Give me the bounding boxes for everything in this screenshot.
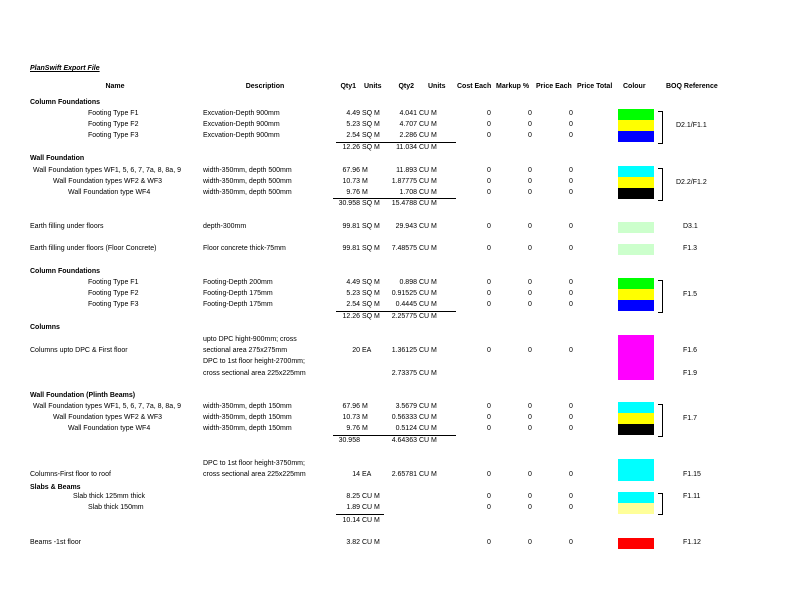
page-title: PlanSwift Export File [30, 65, 100, 72]
row-cost-each: 0 [487, 301, 491, 308]
row-qty1: 5.23 [346, 121, 360, 128]
row-qty2: 1.36125 [391, 347, 417, 354]
row-cost-each: 0 [487, 189, 491, 196]
row-price-each: 0 [569, 301, 573, 308]
header-cost-each: Cost Each [457, 83, 492, 90]
header-qty1: Qty1 [340, 83, 356, 90]
row-boq-reference: D3.1 [683, 223, 698, 230]
row-markup: 0 [528, 110, 532, 117]
row-units1: M [362, 403, 368, 410]
row-markup: 0 [528, 347, 532, 354]
row-price-each: 0 [569, 189, 573, 196]
row-units1: CU M [362, 504, 380, 511]
row-name: Wall Foundation types WF2 & WF3 [53, 178, 163, 185]
row-qty2: 0.5124 [395, 425, 417, 432]
header-description: Description [245, 83, 285, 90]
row-qty1: 9.76 [346, 425, 360, 432]
row-description: Excvation-Depth 900mm [203, 121, 280, 128]
total-units2: CU M [419, 437, 437, 444]
row-cost-each: 0 [487, 403, 491, 410]
header-qty2: Qty2 [398, 83, 414, 90]
group-brace [658, 111, 663, 144]
colour-swatch [618, 244, 654, 255]
row-name: Columns-First floor to roof [30, 471, 111, 478]
row-units1: SQ M [362, 245, 380, 252]
row-qty1: 9.76 [346, 189, 360, 196]
row-markup: 0 [528, 425, 532, 432]
row-qty2: 0.4445 [395, 301, 417, 308]
row-units2: CU M [419, 279, 437, 286]
row-markup: 0 [528, 504, 532, 511]
row-markup: 0 [528, 245, 532, 252]
row-description: cross sectional area 225x225mm [203, 471, 306, 478]
row-units2: CU M [419, 121, 437, 128]
colour-swatch [618, 120, 654, 131]
row-description: Footing-Depth 175mm [203, 301, 273, 308]
row-description: DPC to 1st floor height-2700mm; [203, 358, 305, 365]
row-units2: CU M [419, 290, 437, 297]
row-qty1: 4.49 [346, 110, 360, 117]
total-qty1: 12.26 [342, 313, 360, 320]
row-qty1: 2.54 [346, 301, 360, 308]
section-heading: Slabs & Beams [30, 484, 81, 491]
row-description: depth-300mm [203, 223, 247, 230]
total-rule [333, 435, 456, 436]
row-qty2: 2.73375 [391, 370, 417, 377]
row-price-each: 0 [569, 132, 573, 139]
row-cost-each: 0 [487, 245, 491, 252]
row-units1: SQ M [362, 110, 380, 117]
row-units1: CU M [362, 539, 380, 546]
row-description: Excvation-Depth 900mm [203, 110, 280, 117]
total-rule [333, 198, 456, 199]
row-name: Wall Foundation types WF2 & WF3 [53, 414, 163, 421]
row-units2: CU M [419, 347, 437, 354]
row-name: Beams -1st floor [30, 539, 81, 546]
colour-swatch [618, 335, 654, 380]
row-cost-each: 0 [487, 504, 491, 511]
row-markup: 0 [528, 189, 532, 196]
total-rule [336, 311, 456, 312]
colour-swatch [618, 188, 654, 199]
colour-swatch [618, 278, 654, 289]
row-cost-each: 0 [487, 471, 491, 478]
colour-swatch [618, 503, 654, 514]
row-description: Floor concrete thick-75mm [203, 245, 286, 252]
section-heading: Column Foundations [30, 99, 100, 106]
row-units1: M [362, 178, 368, 185]
header-price-total: Price Total [577, 83, 613, 90]
row-qty2: 2.286 [399, 132, 417, 139]
row-units1: M [362, 189, 368, 196]
row-units2: CU M [419, 425, 437, 432]
row-qty1: 10.73 [342, 414, 360, 421]
row-name: Columns upto DPC & First floor [30, 347, 128, 354]
row-markup: 0 [528, 132, 532, 139]
row-qty2: 4.041 [399, 110, 417, 117]
row-name: Wall Foundation types WF1, 5, 6, 7, 7a, 8, 8a, 9 [33, 167, 181, 174]
row-qty2: 2.65781 [391, 471, 417, 478]
row-qty1: 20 [352, 347, 360, 354]
row-description: width-350mm, depth 500mm [203, 189, 292, 196]
row-name: Wall Foundation types WF1, 5, 6, 7, 7a, 8, 8a, 9 [33, 403, 181, 410]
row-markup: 0 [528, 414, 532, 421]
row-price-each: 0 [569, 121, 573, 128]
row-description: upto DPC hight-900mm; cross [203, 336, 297, 343]
row-units1: SQ M [362, 301, 380, 308]
row-cost-each: 0 [487, 167, 491, 174]
header-units2: Units [428, 83, 446, 90]
colour-swatch [618, 538, 654, 549]
row-units2: CU M [419, 370, 437, 377]
header-units1: Units [364, 83, 382, 90]
total-units1: CU M [362, 517, 380, 524]
row-description: Excvation-Depth 900mm [203, 132, 280, 139]
row-description: Footing-Depth 200mm [203, 279, 273, 286]
row-markup: 0 [528, 539, 532, 546]
group-brace [658, 280, 663, 313]
row-description: DPC to 1st floor height-3750mm; [203, 460, 305, 467]
row-units2: CU M [419, 189, 437, 196]
row-units2: CU M [419, 132, 437, 139]
row-units2: CU M [419, 414, 437, 421]
row-units2: CU M [419, 471, 437, 478]
row-qty1: 67.96 [342, 167, 360, 174]
row-cost-each: 0 [487, 347, 491, 354]
row-name: Footing Type F1 [88, 279, 139, 286]
row-qty2: 1.87775 [391, 178, 417, 185]
row-price-each: 0 [569, 167, 573, 174]
row-units1: SQ M [362, 121, 380, 128]
row-qty2: 29.943 [395, 223, 417, 230]
boq-reference: D2.2/F1.2 [676, 179, 707, 186]
row-price-each: 0 [569, 493, 573, 500]
total-qty1: 10.14 [342, 517, 360, 524]
row-units1: M [362, 414, 368, 421]
row-name: Wall Foundation type WF4 [68, 189, 151, 196]
row-name: Footing Type F1 [88, 110, 139, 117]
row-boq-reference: F1.15 [683, 471, 701, 478]
row-qty2: 1.708 [399, 189, 417, 196]
row-units1: SQ M [362, 132, 380, 139]
row-name: Footing Type F3 [88, 132, 139, 139]
total-rule [336, 514, 384, 515]
row-units2: CU M [419, 178, 437, 185]
row-name: Slab thick 150mm [88, 504, 144, 511]
row-markup: 0 [528, 279, 532, 286]
row-cost-each: 0 [487, 178, 491, 185]
total-units2: CU M [419, 144, 437, 151]
row-boq-reference: F1.9 [683, 370, 698, 377]
total-qty1: 30.958 [338, 200, 360, 207]
row-boq-reference: F1.6 [683, 347, 698, 354]
colour-swatch [618, 402, 654, 413]
row-qty1: 14 [352, 471, 360, 478]
row-description: Footing-Depth 175mm [203, 290, 273, 297]
row-markup: 0 [528, 471, 532, 478]
total-qty1: 30.958 [338, 437, 360, 444]
row-description: width-350mm, depth 150mm [203, 414, 292, 421]
row-price-each: 0 [569, 223, 573, 230]
row-price-each: 0 [569, 539, 573, 546]
section-heading: Wall Foundation [30, 155, 85, 162]
row-price-each: 0 [569, 347, 573, 354]
colour-swatch [618, 289, 654, 300]
row-cost-each: 0 [487, 414, 491, 421]
total-qty2: 15.4788 [391, 200, 417, 207]
colour-swatch [618, 300, 654, 311]
row-markup: 0 [528, 290, 532, 297]
colour-swatch [618, 222, 654, 233]
row-cost-each: 0 [487, 223, 491, 230]
colour-swatch [618, 413, 654, 424]
row-qty2: 0.91525 [391, 290, 417, 297]
row-name: Footing Type F2 [88, 290, 139, 297]
row-markup: 0 [528, 403, 532, 410]
total-qty2: 2.25775 [391, 313, 417, 320]
boq-reference: F1.11 [683, 493, 701, 500]
row-units1: CU M [362, 493, 380, 500]
row-units1: EA [362, 471, 372, 478]
boq-reference: D2.1/F1.1 [676, 122, 707, 129]
colour-swatch [618, 166, 654, 177]
colour-swatch [618, 131, 654, 142]
header-price-each: Price Each [536, 83, 572, 90]
row-units1: SQ M [362, 223, 380, 230]
row-name: Footing Type F3 [88, 301, 139, 308]
row-price-each: 0 [569, 110, 573, 117]
colour-swatch [618, 459, 654, 481]
row-price-each: 0 [569, 504, 573, 511]
header-name: Name [105, 83, 125, 90]
row-cost-each: 0 [487, 110, 491, 117]
row-qty2: 3.5679 [395, 403, 417, 410]
header-colour: Colour [623, 83, 646, 90]
row-qty2: 11.893 [396, 167, 417, 174]
total-units2: CU M [419, 200, 437, 207]
colour-swatch [618, 492, 654, 503]
row-units2: CU M [419, 167, 437, 174]
row-description: width-350mm, depth 150mm [203, 403, 292, 410]
row-qty1: 67.96 [342, 403, 360, 410]
row-units1: M [362, 425, 368, 432]
row-units2: CU M [419, 110, 437, 117]
total-units1: SQ M [362, 144, 380, 151]
row-price-each: 0 [569, 279, 573, 286]
total-rule [336, 142, 456, 143]
row-markup: 0 [528, 167, 532, 174]
row-units2: CU M [419, 245, 437, 252]
row-units1: SQ M [362, 290, 380, 297]
row-units2: CU M [419, 301, 437, 308]
total-units1: SQ M [362, 313, 380, 320]
section-heading: Column Foundations [30, 268, 100, 275]
row-cost-each: 0 [487, 539, 491, 546]
row-qty1: 99.81 [342, 245, 360, 252]
row-name: Wall Foundation type WF4 [68, 425, 151, 432]
group-brace [658, 493, 663, 515]
row-units1: M [362, 167, 368, 174]
row-units2: CU M [419, 223, 437, 230]
row-units1: EA [362, 347, 372, 354]
colour-swatch [618, 424, 654, 435]
row-cost-each: 0 [487, 132, 491, 139]
total-qty2: 4.64363 [391, 437, 417, 444]
row-markup: 0 [528, 121, 532, 128]
row-markup: 0 [528, 223, 532, 230]
colour-swatch [618, 177, 654, 188]
row-markup: 0 [528, 301, 532, 308]
row-description: cross sectional area 225x225mm [203, 370, 306, 377]
row-units2: CU M [419, 403, 437, 410]
row-qty1: 8.25 [346, 493, 360, 500]
row-cost-each: 0 [487, 493, 491, 500]
section-heading: Columns [30, 324, 60, 331]
row-price-each: 0 [569, 245, 573, 252]
total-units2: CU M [419, 313, 437, 320]
row-markup: 0 [528, 493, 532, 500]
header-boq-reference: BOQ Reference [666, 83, 718, 90]
row-qty2: 7.48575 [391, 245, 417, 252]
row-name: Earth filling under floors (Floor Concrete) [30, 245, 157, 252]
row-units1: SQ M [362, 279, 380, 286]
row-boq-reference: F1.12 [683, 539, 701, 546]
row-price-each: 0 [569, 425, 573, 432]
total-qty2: 11.034 [396, 144, 417, 151]
row-qty2: 0.898 [399, 279, 417, 286]
colour-swatch [618, 109, 654, 120]
row-qty2: 4.707 [399, 121, 417, 128]
row-boq-reference: F1.3 [683, 245, 698, 252]
header-markup: Markup % [496, 83, 530, 90]
row-description: width-350mm, depth 150mm [203, 425, 292, 432]
row-qty1: 4.49 [346, 279, 360, 286]
row-description: sectional area 275x275mm [203, 347, 288, 354]
row-qty1: 99.81 [342, 223, 360, 230]
section-heading: Wall Foundation (Plinth Beams) [30, 392, 136, 399]
total-qty1: 12.26 [342, 144, 360, 151]
row-qty1: 5.23 [346, 290, 360, 297]
row-cost-each: 0 [487, 121, 491, 128]
row-cost-each: 0 [487, 279, 491, 286]
row-qty2: 0.56333 [391, 414, 417, 421]
row-name: Slab thick 125mm thick [73, 493, 145, 500]
row-name: Footing Type F2 [88, 121, 139, 128]
row-description: width-350mm, depth 500mm [203, 178, 292, 185]
boq-reference: F1.7 [683, 415, 698, 422]
row-price-each: 0 [569, 471, 573, 478]
row-qty1: 10.73 [342, 178, 360, 185]
boq-reference: F1.5 [683, 291, 698, 298]
row-qty1: 3.82 [346, 539, 360, 546]
row-qty1: 1.89 [346, 504, 360, 511]
row-cost-each: 0 [487, 425, 491, 432]
row-description: width-350mm, depth 500mm [203, 167, 292, 174]
total-units1: SQ M [362, 200, 380, 207]
row-cost-each: 0 [487, 290, 491, 297]
row-price-each: 0 [569, 414, 573, 421]
row-price-each: 0 [569, 290, 573, 297]
group-brace [658, 404, 663, 437]
row-price-each: 0 [569, 403, 573, 410]
row-name: Earth filling under floors [30, 223, 104, 230]
row-price-each: 0 [569, 178, 573, 185]
row-qty1: 2.54 [346, 132, 360, 139]
row-markup: 0 [528, 178, 532, 185]
group-brace [658, 168, 663, 201]
